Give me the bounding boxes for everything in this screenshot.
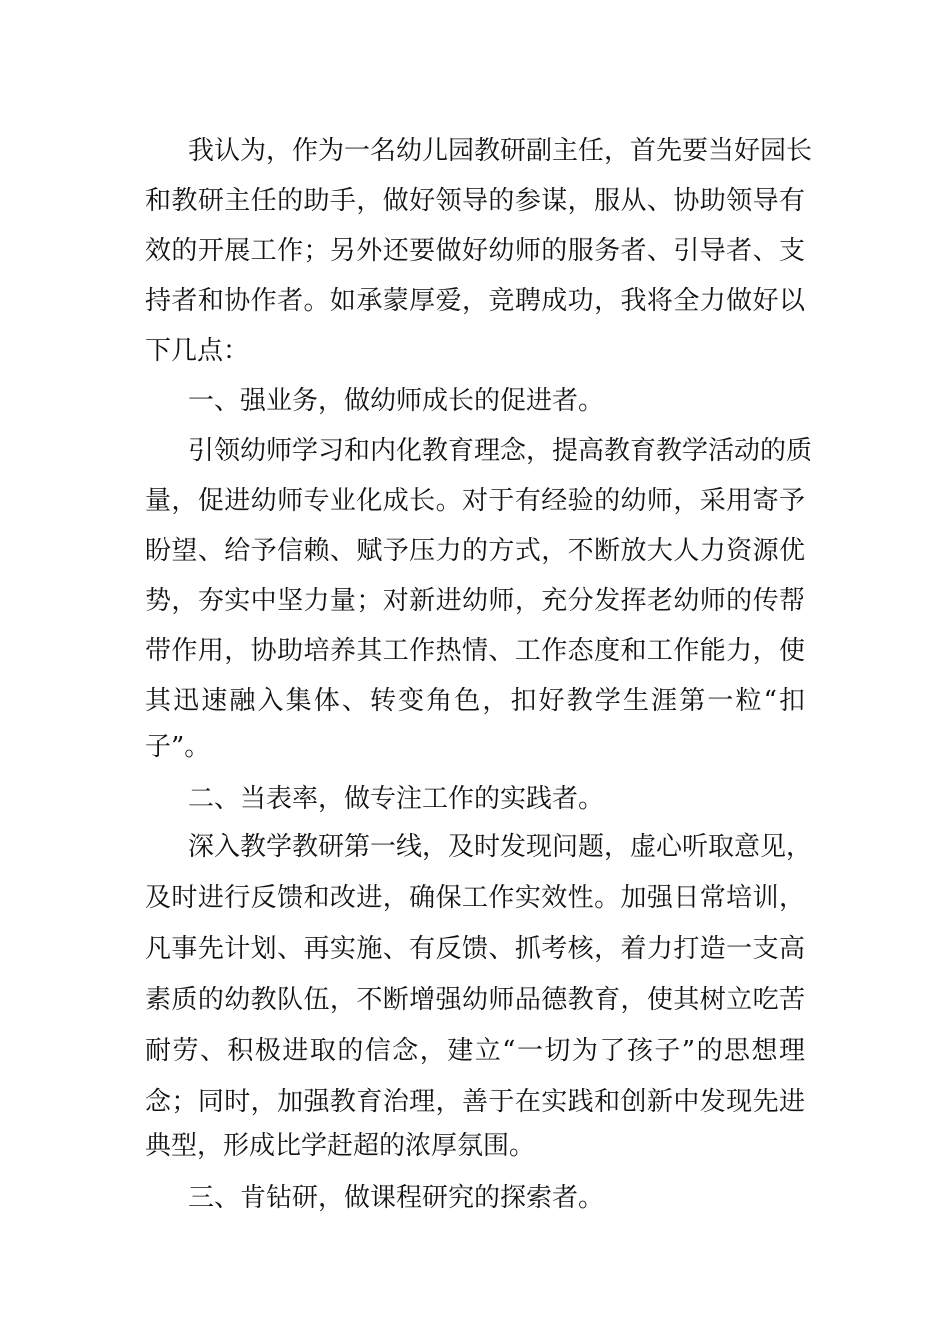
paragraph-3-line-7: 典型，形成比学赶超的浓厚氛围。 bbox=[145, 1131, 536, 1161]
paragraph-1-line-1: 我认为，作为一名幼儿园教研副主任，首先要当好园长 bbox=[188, 136, 813, 166]
paragraph-2-line-5: 带作用，协助培养其工作热情、工作态度和工作能力，使 bbox=[145, 636, 805, 666]
paragraph-2-line-3: 盼望、给予信赖、赋予压力的方式，不断放大人力资源优 bbox=[145, 536, 805, 566]
paragraph-3-line-4: 素质的幼教队伍，不断增强幼师品德教育，使其树立吃苦 bbox=[145, 985, 805, 1015]
paragraph-2-line-6: 其迅速融入集体、转变角色，扣好教学生涯第一粒“扣 bbox=[145, 686, 805, 716]
paragraph-3-line-5: 耐劳、积极进取的信念，建立“一切为了孩子”的思想理 bbox=[145, 1036, 805, 1066]
paragraph-3-line-1: 深入教学教研第一线，及时发现问题，虚心听取意见， bbox=[188, 832, 813, 862]
section-heading-1: 一、强业务，做幼师成长的促进者。 bbox=[188, 386, 605, 416]
section-heading-3: 三、肯钻研，做课程研究的探索者。 bbox=[188, 1183, 605, 1213]
paragraph-3-line-3: 凡事先计划、再实施、有反馈、抓考核，着力打造一支高 bbox=[145, 934, 805, 964]
section-heading-2: 二、当表率，做专注工作的实践者。 bbox=[188, 784, 605, 814]
paragraph-3-line-2: 及时进行反馈和改进，确保工作实效性。加强日常培训， bbox=[145, 883, 805, 913]
paragraph-3-line-6: 念；同时，加强教育治理，善于在实践和创新中发现先进 bbox=[145, 1087, 805, 1117]
paragraph-2-line-7: 子”。 bbox=[145, 732, 211, 762]
paragraph-2-line-4: 势，夯实中坚力量；对新进幼师，充分发挥老幼师的传帮 bbox=[145, 586, 805, 616]
paragraph-1-line-3: 效的开展工作；另外还要做好幼师的服务者、引导者、支 bbox=[145, 236, 805, 266]
paragraph-2-line-2: 量，促进幼师专业化成长。对于有经验的幼师，采用寄予 bbox=[145, 486, 805, 516]
paragraph-1-line-5: 下几点： bbox=[145, 336, 250, 366]
paragraph-2-line-1: 引领幼师学习和内化教育理念，提高教育教学活动的质 bbox=[188, 436, 813, 466]
paragraph-1-line-2: 和教研主任的助手，做好领导的参谋，服从、协助领导有 bbox=[145, 186, 805, 216]
paragraph-1-line-4: 持者和协作者。如承蒙厚爱，竞聘成功，我将全力做好以 bbox=[145, 286, 805, 316]
